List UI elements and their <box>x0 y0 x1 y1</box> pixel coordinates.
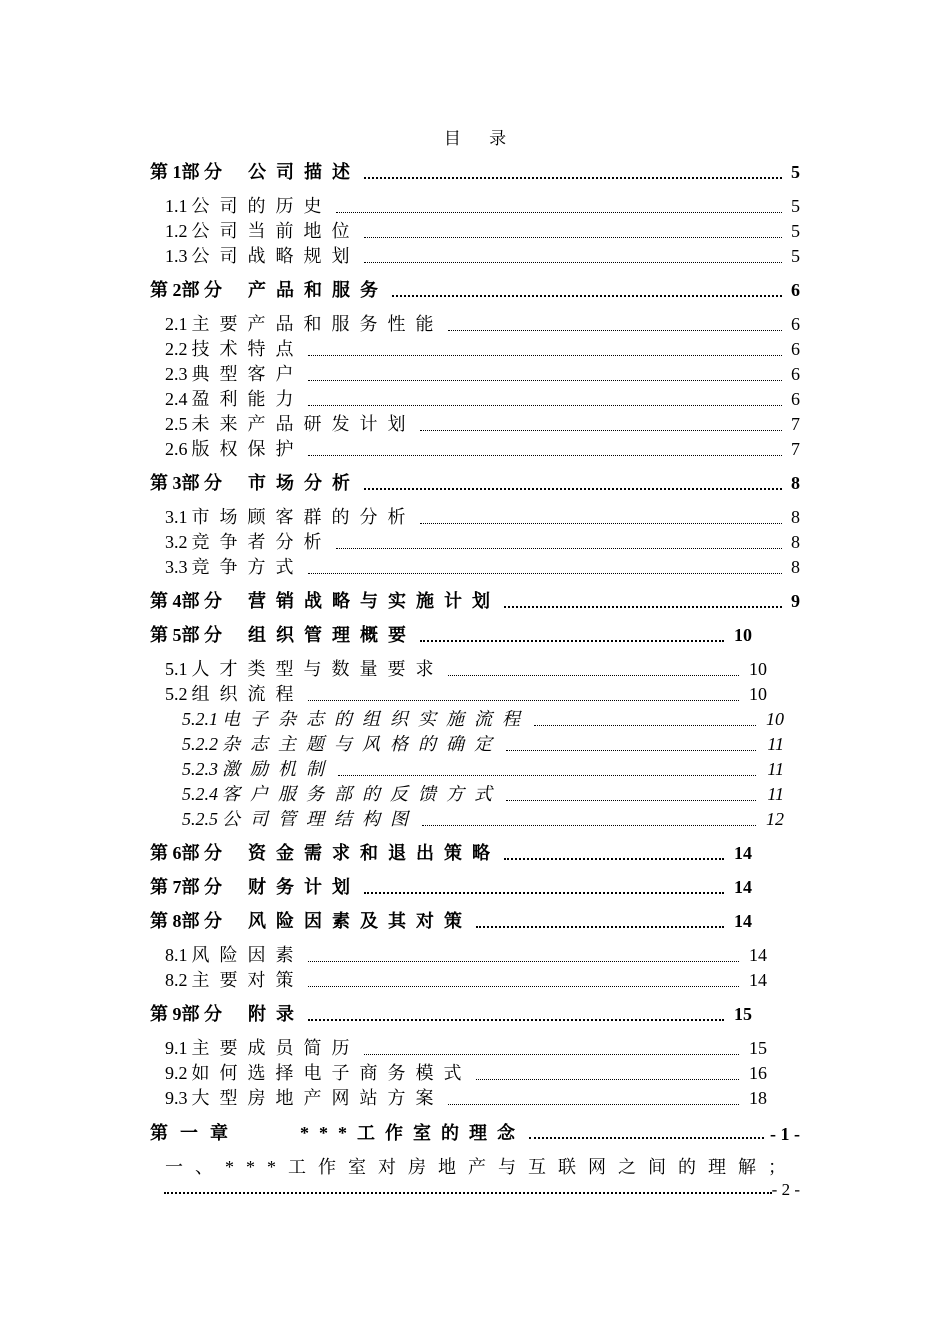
toc-page-number: 5 <box>791 246 800 266</box>
toc-entry-sec[interactable] <box>150 387 800 412</box>
toc-entry-title: 组织流程 <box>191 684 304 704</box>
toc-entry-sec[interactable] <box>150 244 800 269</box>
toc-entry-title: 杂志主题与风格的确定 <box>222 734 502 754</box>
toc-entry-title: 产品和服务 <box>248 280 388 300</box>
toc-entry-number: 1.1 <box>165 196 188 216</box>
toc-page-number: 6 <box>791 314 800 334</box>
toc-leader-dots <box>364 488 782 490</box>
toc-entry-part[interactable] <box>150 160 800 185</box>
toc-page-number: 15 <box>749 1038 767 1058</box>
toc-entry-title: 竞争方式 <box>191 557 304 577</box>
toc-entry-title: 附录 <box>248 1004 304 1024</box>
toc-entry-number: 9.3 <box>165 1088 188 1108</box>
toc-entry-sec[interactable] <box>150 1036 767 1061</box>
toc-leader-dots <box>448 1104 740 1105</box>
toc-page-number: 6 <box>791 339 800 359</box>
toc-entry-title: 主要对策 <box>191 970 304 990</box>
toc-page-number: 18 <box>749 1088 767 1108</box>
toc-entry-sec[interactable] <box>150 219 800 244</box>
toc-leader-dots <box>476 1079 740 1080</box>
toc-entry-number: 第 7部 分 <box>150 877 222 897</box>
toc-page-number: 5 <box>791 196 800 216</box>
toc-leader-dots <box>364 262 783 263</box>
toc-page-number: 7 <box>791 414 800 434</box>
toc-leader-dots <box>308 700 740 701</box>
toc-entry-title: 未来产品研发计划 <box>191 414 416 434</box>
toc-leader-dots <box>308 986 740 987</box>
toc-leader-dots <box>164 1192 772 1194</box>
toc-entry-title: 主要产品和服务性能 <box>191 314 444 334</box>
toc-leader-dots <box>308 380 783 381</box>
toc-entry-number: 9.2 <box>165 1063 188 1083</box>
toc-entry-sec[interactable] <box>150 1086 767 1111</box>
toc-entry-number: 8.2 <box>165 970 188 990</box>
toc-page-number: 12 <box>766 809 784 829</box>
toc-page-number: - 1 - <box>770 1124 800 1144</box>
toc-leader-dots <box>476 926 724 928</box>
toc-page-number: 8 <box>791 473 800 493</box>
toc-entry-number: 5.2.5 <box>182 809 218 829</box>
toc-entry-sec[interactable] <box>150 682 767 707</box>
toc-entry-sec[interactable] <box>150 657 767 682</box>
toc-leader-dots <box>308 1019 724 1021</box>
toc-page-number: 16 <box>749 1063 767 1083</box>
toc-page-number: 6 <box>791 389 800 409</box>
toc-entry-number: 1.3 <box>165 246 188 266</box>
toc-entry-number: 5.2.1 <box>182 709 218 729</box>
toc-leader-dots <box>420 430 783 431</box>
toc-entry-number: 第 4部 分 <box>150 591 222 611</box>
toc-entry-sub[interactable] <box>150 757 784 782</box>
toc-page-number: - 2 - <box>771 1180 800 1199</box>
toc-entry-title: 营销战略与实施计划 <box>248 591 500 611</box>
toc-entry-title: 公司描述 <box>248 162 360 182</box>
toc-entry-sec[interactable] <box>150 943 767 968</box>
toc-leader-dots <box>308 573 783 574</box>
toc-leader-dots <box>308 355 783 356</box>
toc-entry-title: 盈利能力 <box>191 389 304 409</box>
toc-page-number: 14 <box>749 970 767 990</box>
toc-entry-part[interactable] <box>150 589 800 614</box>
toc-entry-number: 第 1部 分 <box>150 162 222 182</box>
toc-entry-title: 激励机制 <box>222 759 334 779</box>
toc-entry-sec[interactable] <box>150 505 800 530</box>
toc-leader-dots <box>420 523 783 524</box>
toc-leader-dots <box>308 405 783 406</box>
toc-entry-sub[interactable] <box>150 782 784 807</box>
toc-entry-title: 风险因素 <box>191 945 304 965</box>
toc-leader-dots <box>506 750 756 751</box>
toc-entry-number: 第 8部 分 <box>150 911 222 931</box>
toc-leader-dots <box>364 237 783 238</box>
toc-entry-sec[interactable] <box>150 337 800 362</box>
toc-entry-sec[interactable] <box>150 362 800 387</box>
toc-page-number: 5 <box>791 221 800 241</box>
toc-leader-dots <box>534 725 756 726</box>
toc-entry-title: 公司的历史 <box>191 196 332 216</box>
toc-page-number: 15 <box>734 1004 752 1024</box>
toc-entry-sub[interactable] <box>150 707 784 732</box>
toc-entry-number: 第 3部 分 <box>150 473 222 493</box>
toc-entry-title: 大型房地产网站方案 <box>191 1088 444 1108</box>
toc-entry-number: 第 2部 分 <box>150 280 222 300</box>
toc-entry-title: 主要成员简历 <box>191 1038 360 1058</box>
toc-leader-dots <box>308 961 740 962</box>
toc-entry-sec[interactable] <box>150 1061 767 1086</box>
toc-entry-title: 公司管理结构图 <box>222 809 418 829</box>
toc-page-number: 14 <box>734 843 752 863</box>
toc-entry-number: 5.2 <box>165 684 188 704</box>
toc-chapter-title: ***工作室的理念 <box>300 1123 525 1143</box>
toc-entry-part[interactable] <box>150 623 752 648</box>
page-title: 目 录 <box>443 129 519 148</box>
toc-leader-dots <box>308 455 783 456</box>
toc-page-number: 9 <box>791 591 800 611</box>
toc-entry-sec[interactable] <box>150 194 800 219</box>
toc-entry-part[interactable] <box>150 841 752 866</box>
toc-entry-number: 5.2.2 <box>182 734 218 754</box>
toc-entry-number: 第 6部 分 <box>150 843 222 863</box>
toc-entry-title: 公司战略规划 <box>191 246 360 266</box>
toc-page-number: 11 <box>767 759 784 779</box>
toc-page-number: 10 <box>734 625 752 645</box>
toc-leader-dots <box>392 295 782 297</box>
toc-leader-dots <box>504 858 724 860</box>
toc-entry-number: 5.1 <box>165 659 188 679</box>
toc-entry-sec[interactable] <box>150 312 800 337</box>
toc-page-number: 8 <box>791 557 800 577</box>
toc-entry-number: 9.1 <box>165 1038 188 1058</box>
toc-entry-number: 3.3 <box>165 557 188 577</box>
toc-entry-number: 3.2 <box>165 532 188 552</box>
toc-entry-number: 2.4 <box>165 389 188 409</box>
toc-leader-dots <box>336 212 783 213</box>
toc-entry-title: 电子杂志的组织实施流程 <box>222 709 530 729</box>
toc-entry-sec[interactable] <box>150 555 800 580</box>
toc-leader-dots <box>420 640 724 642</box>
toc-page-number: 11 <box>767 734 784 754</box>
toc-entry-title: 组织管理概要 <box>248 625 416 645</box>
toc-leader-dots <box>364 1054 740 1055</box>
toc-entry-title: 如何选择电子商务模式 <box>191 1063 472 1083</box>
toc-page-number: 5 <box>791 162 800 182</box>
toc-leader-dots <box>364 892 724 894</box>
toc-leader-dots <box>529 1137 764 1139</box>
toc-entry-title: 竞争者分析 <box>191 532 332 552</box>
toc-page-number: 8 <box>791 532 800 552</box>
toc-leader-dots <box>338 775 756 776</box>
toc-entry-title: 版权保护 <box>191 439 304 459</box>
toc-entry-title: 人才类型与数量要求 <box>191 659 444 679</box>
toc-entry-part[interactable] <box>150 1002 752 1027</box>
toc-entry-sub[interactable] <box>150 807 784 832</box>
toc-entry-number: 2.5 <box>165 414 188 434</box>
toc-page-number: 6 <box>791 364 800 384</box>
toc-entry-title: 客户服务部的反馈方式 <box>222 784 502 804</box>
toc-entry-title: 技术特点 <box>191 339 304 359</box>
toc-entries <box>150 160 800 1111</box>
toc-entry-part[interactable] <box>150 471 800 496</box>
toc-chapter-row[interactable] <box>150 1120 800 1145</box>
toc-leader-dots <box>504 606 782 608</box>
toc-entry-number: 第 5部 分 <box>150 625 222 645</box>
toc-entry-sec[interactable] <box>150 412 800 437</box>
toc-leader-dots <box>448 675 740 676</box>
toc-entry-number: 1.2 <box>165 221 188 241</box>
toc-entry-sub[interactable] <box>150 732 784 757</box>
toc-page-number: 10 <box>749 684 767 704</box>
toc-leader-dots <box>336 548 783 549</box>
toc-entry-sec[interactable] <box>150 530 800 555</box>
toc-entry-number: 5.2.4 <box>182 784 218 804</box>
toc-entry-number: 3.1 <box>165 507 188 527</box>
toc-page-number: 14 <box>734 877 752 897</box>
toc-leader-dots <box>448 330 783 331</box>
toc-page-number: 14 <box>749 945 767 965</box>
toc-entry-title: 市场分析 <box>248 473 360 493</box>
toc-page-number: 7 <box>791 439 800 459</box>
toc-entry-title: 市场顾客群的分析 <box>191 507 416 527</box>
toc-entry-number: 2.2 <box>165 339 188 359</box>
toc-page-number: 10 <box>766 709 784 729</box>
toc-entry-number: 2.1 <box>165 314 188 334</box>
toc-entry-title: 典型客户 <box>191 364 304 384</box>
toc-entry-number: 第 9部 分 <box>150 1004 222 1024</box>
toc-entry-part[interactable] <box>150 909 752 934</box>
toc-entry-title: 公司当前地位 <box>191 221 360 241</box>
toc-entry-title: 财务计划 <box>248 877 360 897</box>
toc-entry-part[interactable] <box>150 875 752 900</box>
toc-leader-dots <box>506 800 756 801</box>
toc-entry-number: 5.2.3 <box>182 759 218 779</box>
toc-entry-title: 风险因素及其对策 <box>248 911 472 931</box>
table-of-contents <box>150 160 800 1200</box>
toc-page-number: 14 <box>734 911 752 931</box>
toc-page-number: 10 <box>749 659 767 679</box>
toc-leader-dots <box>364 177 782 179</box>
toc-entry-number: 8.1 <box>165 945 188 965</box>
toc-chapter-section[interactable]: 一、***工作室对房地产与互联网之间的理解； <box>165 1157 798 1177</box>
toc-page-number: 6 <box>791 280 800 300</box>
toc-entry-number: 2.3 <box>165 364 188 384</box>
toc-entry-sec[interactable] <box>150 968 767 993</box>
toc-page-number: 8 <box>791 507 800 527</box>
toc-leader-dots <box>422 825 756 826</box>
toc-page-number: 11 <box>767 784 784 804</box>
toc-chapter-label: 第一章 <box>150 1123 240 1143</box>
toc-entry-title: 资金需求和退出策略 <box>248 843 500 863</box>
toc-entry-sec[interactable] <box>150 437 800 462</box>
toc-chapter-section-leader <box>150 1178 800 1200</box>
toc-entry-part[interactable] <box>150 278 800 303</box>
toc-entry-number: 2.6 <box>165 439 188 459</box>
